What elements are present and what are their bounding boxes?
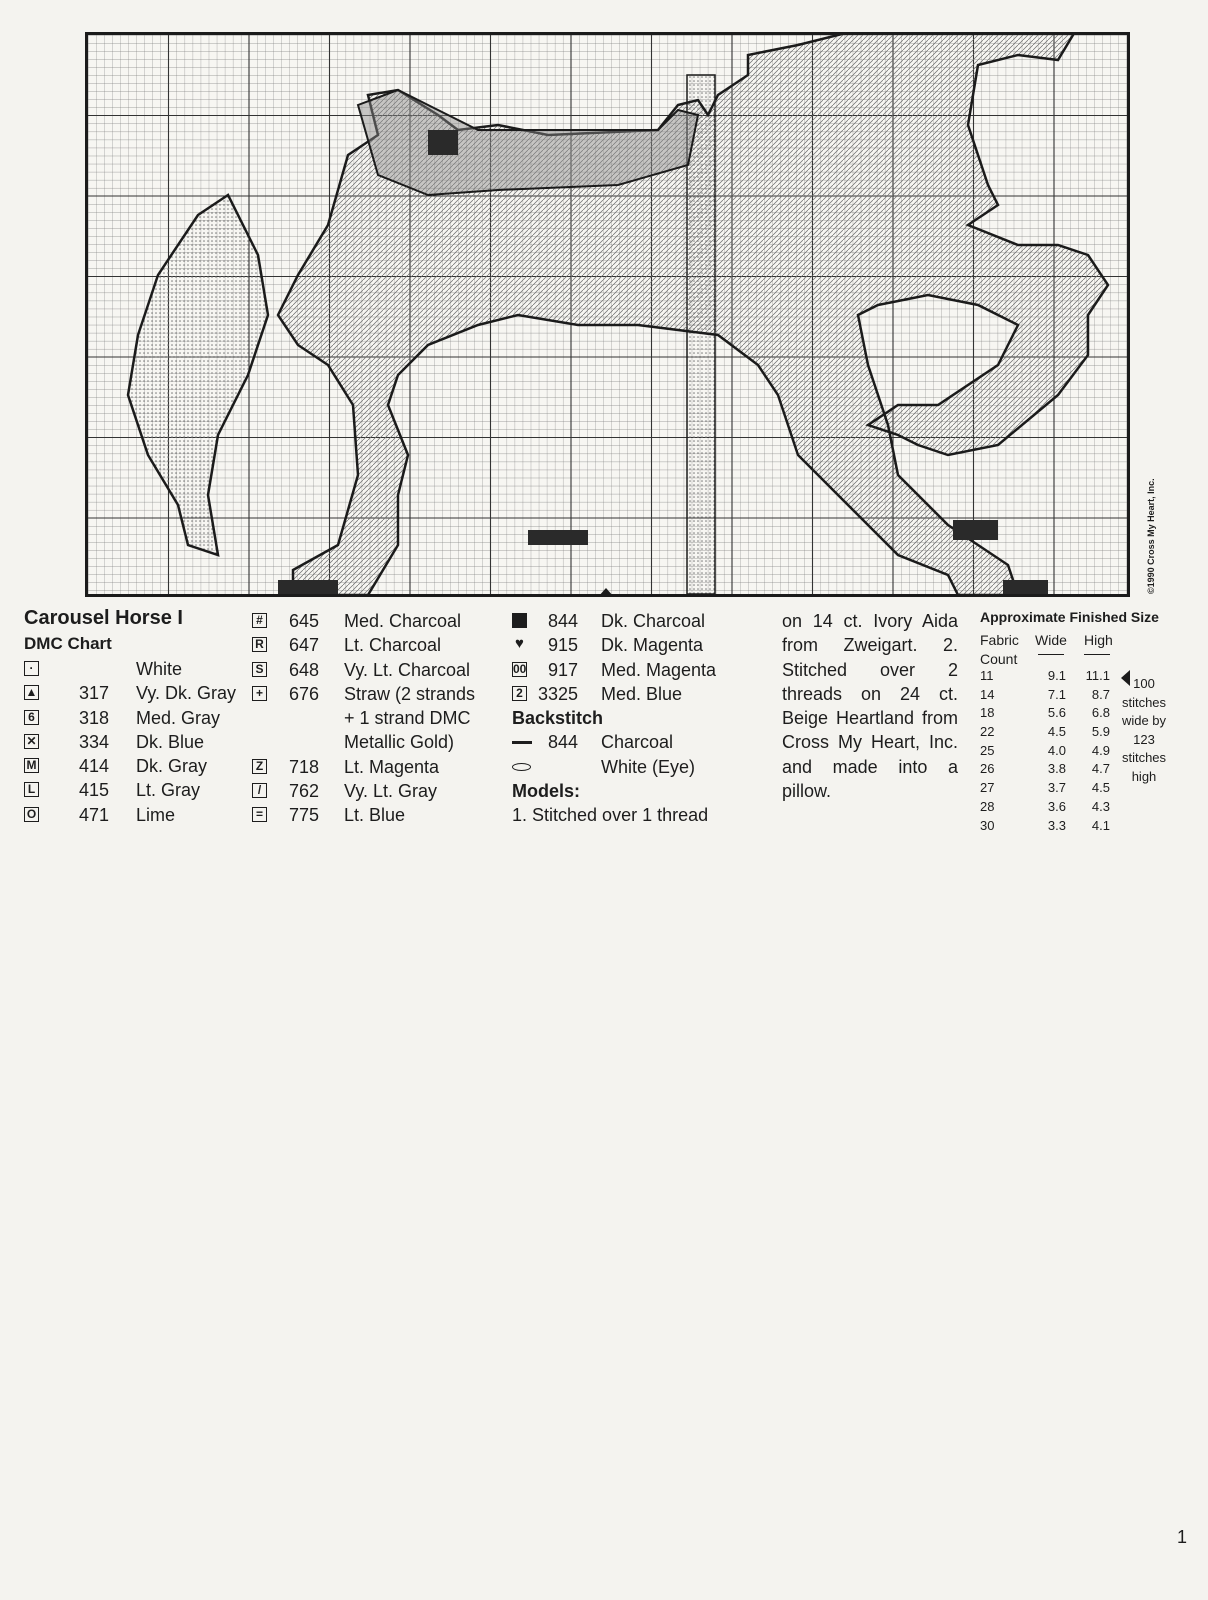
dmc-number: 317: [78, 683, 109, 704]
color-name: Med. Gray: [136, 707, 221, 728]
size-cell-high: 4.1: [1091, 817, 1110, 833]
size-row: [980, 668, 1110, 687]
color-key-column-1: [24, 657, 254, 827]
color-key-row: [252, 633, 500, 657]
stitch-symbol-icon: ✕: [24, 734, 39, 749]
stitch-symbol-icon: 00: [513, 661, 527, 676]
backstitch-item: [512, 755, 752, 779]
dark-charcoal-patch: [1003, 580, 1048, 594]
color-key-row: [252, 706, 500, 730]
size-cell-count: 11: [980, 668, 994, 683]
color-name: Lt. Blue: [344, 805, 406, 826]
size-cell-high: 8.7: [1091, 686, 1110, 702]
header-count: Count: [980, 651, 1018, 667]
pattern-title: Carousel Horse I: [24, 607, 183, 629]
dmc-chart-heading: DMC Chart: [24, 634, 112, 653]
stitch-symbol-icon: O: [24, 807, 39, 822]
header-dash: [1084, 654, 1110, 655]
stitch-count-note: 100 stitches wide by 123 stitches high: [1121, 676, 1167, 784]
color-name: Lime: [136, 804, 176, 825]
size-cell-high: 11.1: [1085, 668, 1110, 683]
color-key-row: [252, 779, 500, 803]
chart-grid-svg: [88, 35, 1127, 594]
stitch-symbol-icon: Z: [252, 759, 267, 774]
color-key-row: [252, 609, 500, 633]
size-cell-wide: 5.6: [1047, 705, 1066, 721]
size-row: [980, 742, 1110, 762]
size-cell-count: 22: [980, 724, 995, 740]
color-name: Dk. Magenta: [601, 635, 704, 656]
color-key-row: [24, 657, 254, 681]
size-cell-high: 4.7: [1091, 761, 1110, 777]
size-cell-count: 30: [980, 817, 995, 833]
size-cell-high: 4.9: [1091, 742, 1110, 758]
dark-charcoal-patch: [278, 580, 338, 594]
color-name: + 1 strand DMC: [344, 708, 471, 729]
stitch-symbol-icon: ♥: [512, 637, 527, 652]
color-key-row: [512, 682, 752, 706]
color-name: Med. Charcoal: [344, 611, 462, 631]
color-key-row: [512, 658, 752, 682]
color-name: Lt. Charcoal: [344, 635, 442, 656]
models-heading: Models:: [512, 781, 581, 802]
header-wide: Wide: [1035, 632, 1067, 648]
dmc-number: 762: [288, 781, 319, 802]
dmc-number: 915: [547, 635, 578, 656]
header-high: High: [1084, 632, 1113, 648]
color-name: Med. Magenta: [601, 659, 717, 680]
color-key-row: [24, 681, 254, 705]
color-name: Vy. Lt. Gray: [344, 781, 438, 802]
size-cell-count: 18: [980, 705, 995, 721]
color-name: Vy. Lt. Charcoal: [344, 659, 471, 680]
color-key-column-3: [512, 609, 752, 828]
backstitch-item: [512, 730, 752, 754]
stitch-symbol-icon: [512, 613, 527, 628]
color-key-list: [512, 609, 752, 706]
stitch-symbol-icon: /: [252, 783, 267, 798]
size-cell-wide: 4.0: [1047, 742, 1066, 758]
stitch-symbol-icon: =: [252, 807, 267, 822]
backstitch-heading: Backstitch: [512, 708, 604, 729]
dmc-number: 718: [288, 756, 319, 777]
color-key-row: [24, 803, 254, 827]
size-cell-wide: 3.7: [1047, 780, 1066, 796]
color-key-row: [24, 778, 254, 802]
size-cell-count: 26: [980, 761, 995, 777]
size-cell-count: 25: [980, 742, 995, 758]
stitch-symbol-icon: 2: [512, 686, 527, 701]
finished-size-title: Approximate Finished Size: [980, 609, 1159, 625]
backstitch-number: 844: [547, 732, 578, 753]
model-item-1: 1. Stitched over 1 thread: [512, 805, 709, 826]
stitch-symbol-icon: S: [252, 662, 267, 677]
stitch-symbol-icon: 6: [24, 710, 39, 725]
size-row: [980, 705, 1110, 724]
size-row: [980, 780, 1110, 799]
dmc-number: 775: [288, 805, 319, 826]
color-name: Dk. Blue: [136, 731, 205, 752]
size-cell-count: 28: [980, 798, 995, 814]
size-cell-high: 6.8: [1091, 705, 1110, 721]
size-row: [980, 724, 1110, 743]
color-name: Dk. Charcoal: [601, 611, 706, 631]
color-name: Med. Blue: [601, 683, 683, 704]
color-name: Dk. Gray: [136, 756, 208, 777]
color-key-row: [512, 609, 752, 633]
dmc-number: 648: [288, 659, 319, 680]
dmc-number: 645: [288, 611, 319, 631]
backstitch-name: White (Eye): [601, 756, 696, 777]
stitch-symbol-icon: ▲: [25, 685, 38, 700]
finished-size-rows: [980, 668, 1110, 836]
header-fabric: Fabric: [980, 632, 1019, 648]
color-key-row: [24, 754, 254, 778]
color-name: Lt. Magenta: [344, 756, 440, 777]
dmc-number: 917: [547, 659, 578, 680]
dmc-number: 647: [288, 635, 319, 656]
color-key-row: [24, 706, 254, 730]
dmc-number: 414: [78, 756, 109, 777]
dark-charcoal-patch: [428, 130, 458, 155]
size-cell-count: 14: [980, 686, 995, 702]
size-cell-wide: 3.8: [1047, 761, 1066, 777]
size-cell-high: 5.9: [1091, 724, 1110, 740]
dmc-number: 334: [78, 731, 109, 752]
cross-stitch-chart: [85, 32, 1130, 597]
size-cell-wide: 3.6: [1047, 798, 1066, 814]
dark-charcoal-patch: [528, 530, 588, 545]
dmc-number: 471: [78, 804, 109, 825]
size-row: [980, 761, 1110, 780]
color-key-row: [252, 755, 500, 779]
color-name: Straw (2 strands: [344, 683, 476, 704]
stitch-symbol-icon: #: [252, 613, 267, 628]
color-key-row: [252, 803, 500, 827]
stitch-symbol-icon: L: [24, 782, 39, 797]
color-key-row: [252, 658, 500, 682]
color-name: White: [136, 659, 183, 679]
color-key-column-2: [252, 609, 500, 828]
color-key-row: [252, 730, 500, 754]
dmc-number: 318: [78, 707, 109, 728]
page-number: 1: [1177, 1527, 1188, 1547]
color-name: Lt. Gray: [136, 780, 201, 801]
size-cell-high: 4.3: [1091, 798, 1110, 814]
size-cell-count: 27: [980, 780, 995, 796]
stitch-symbol-icon: R: [252, 637, 267, 652]
dmc-number: 676: [288, 683, 319, 704]
size-row: [980, 798, 1110, 818]
color-key-row: [512, 633, 752, 657]
dmc-number: 3325: [537, 683, 578, 704]
color-name: Metallic Gold): [344, 732, 455, 753]
color-key-row: [252, 682, 500, 706]
stitch-symbol-icon: +: [252, 686, 267, 701]
color-name: Vy. Dk. Gray: [136, 683, 237, 704]
size-row: [980, 817, 1110, 837]
dark-charcoal-patch: [953, 520, 998, 540]
header-fabric-count: [980, 631, 1019, 669]
size-cell-wide: 9.1: [1047, 668, 1066, 683]
dmc-number: 415: [78, 780, 109, 801]
size-cell-wide: 3.3: [1047, 817, 1066, 833]
center-marker-bottom: [598, 588, 614, 597]
size-cell-high: 4.5: [1091, 780, 1110, 796]
size-cell-wide: 7.1: [1047, 686, 1066, 702]
stitch-symbol-icon: M: [24, 758, 39, 773]
size-row: [980, 686, 1110, 706]
backstitch-eye-oval-icon: [512, 763, 531, 771]
backstitch-name: Charcoal: [601, 732, 674, 753]
dmc-number: 844: [547, 611, 578, 631]
header-dash: [1038, 654, 1064, 655]
model-notes: on 14 ct. Ivory Aida from Zweigart. 2. Stitched over 2 threads on 24 ct. Beige Heartland from Cross My Heart, Inc. and made into a pillow.: [782, 611, 958, 802]
copyright-notice: ©1990 Cross My Heart, Inc.: [1146, 478, 1156, 594]
color-key-row: [24, 730, 254, 754]
size-cell-wide: 4.5: [1047, 724, 1066, 740]
stitch-symbol-icon: ·: [24, 661, 39, 676]
backstitch-line-icon: [512, 741, 532, 744]
